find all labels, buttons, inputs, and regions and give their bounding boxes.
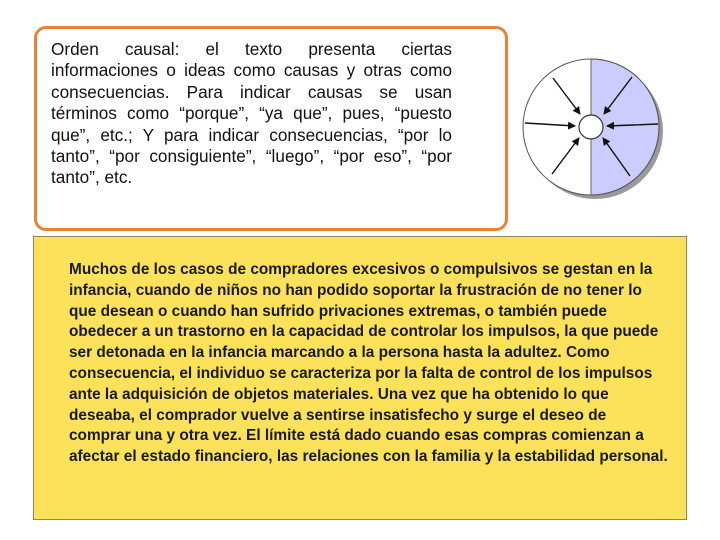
- definition-box: [34, 26, 508, 231]
- cause-effect-diagram-icon: [520, 47, 666, 203]
- definition-body: el texto presenta ciertas informaciones o ideas como causas y otras como consecuencias. Para indicar causas se usan términos como “porque”, “ya que”, pues, “puesto que”, etc.; Y para indicar consecuencias, “por lo tanto”, “por consiguiente”, “luego”, “por eso”, “por tanto”, etc.: [51, 39, 452, 188]
- definition-text: [51, 39, 452, 189]
- example-paragraph: Muchos de los casos de compradores excesivos o compulsivos se gestan en la infancia, cuando de niños no han podido soportar la frustración de no tener lo que desean o cuando han sufrido privaciones extremas, o también puede obedecer a un trastorno en la capacidad de controlar los impulsos, la que puede ser detonada en la infancia marcando a la persona hasta la adultez. Como consecuencia, el individuo se caracteriza por la falta de control de los impulsos ante la adquisición de objetos materiales. Una vez que ha obtenido lo que deseaba, el comprador vuelve a sentirse insatisfecho y surge el deseo de comprar una y otra vez. El límite está dado cuando esas compras comienzan a afectar el estado financiero, las relaciones con la familia y la estabilidad personal.: [69, 261, 668, 466]
- example-box: [33, 236, 687, 520]
- definition-term: Orden causal:: [51, 39, 180, 59]
- circle-center-hub: [579, 115, 603, 139]
